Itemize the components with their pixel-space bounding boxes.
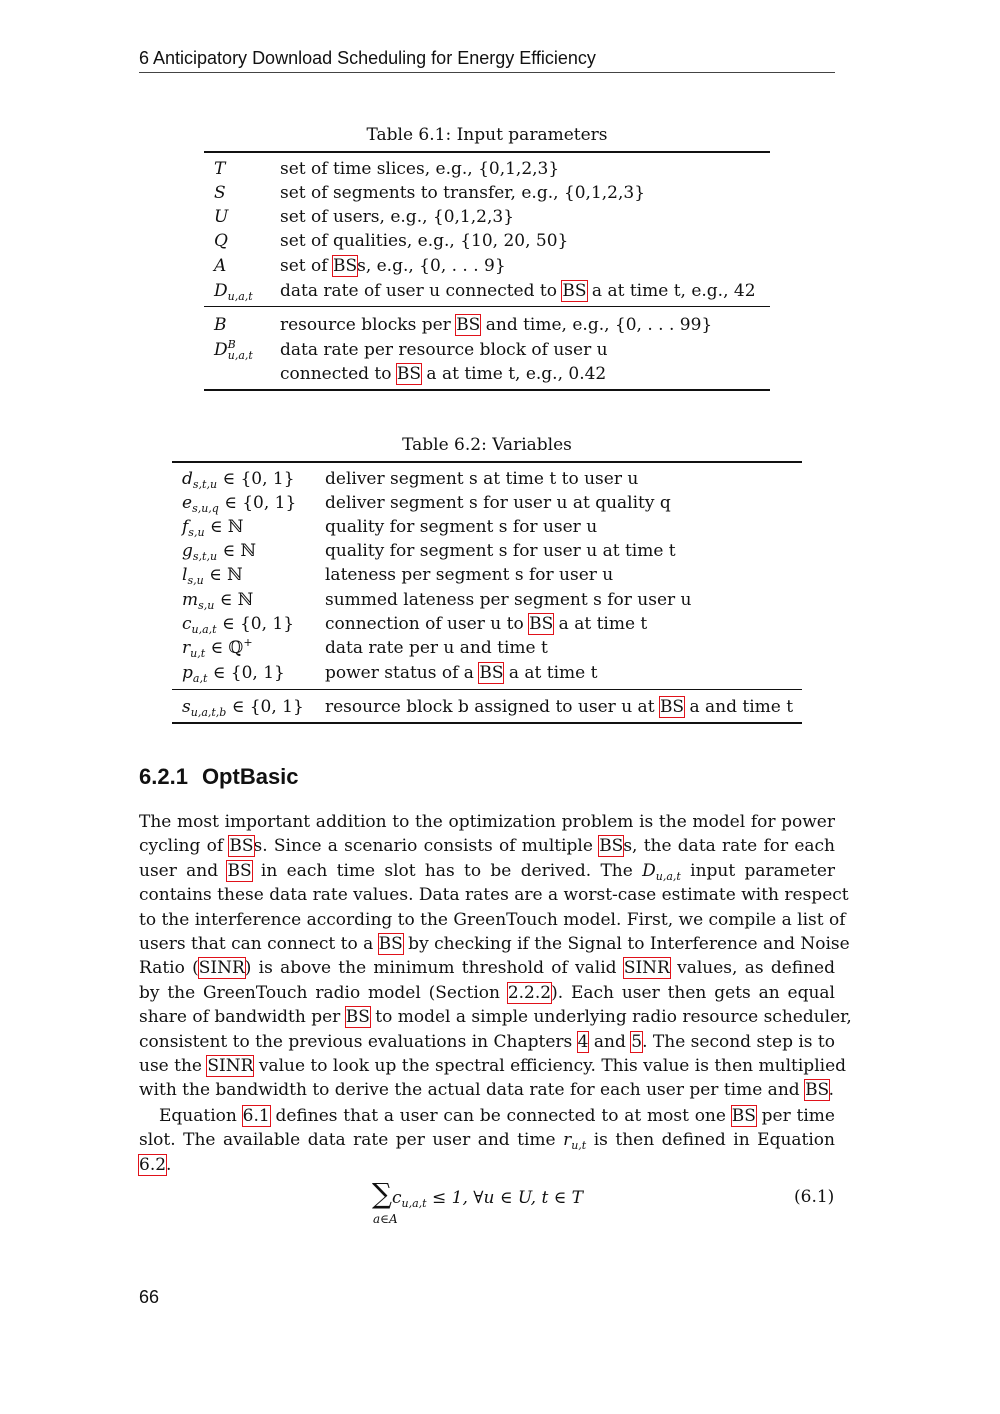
sum-index: a∈A xyxy=(373,1212,398,1226)
acronym-link[interactable]: BS xyxy=(229,836,254,857)
table1-desc: set of segments to transfer, e.g., {0,1,2,3} xyxy=(280,183,646,203)
chapter-title: 6 Anticipatory Download Scheduling for Energy Efficiency xyxy=(139,48,596,68)
acronym-link[interactable]: BS xyxy=(805,1080,829,1101)
text-line: 6.2. xyxy=(139,1154,172,1175)
text-line: contains these data rate values. Data rates are a worst-case estimate with respect xyxy=(139,885,849,906)
table2-top-rule xyxy=(172,461,802,463)
table2-symbol: $e_{s,u,q}$ ∈ {0, 1} xyxy=(182,493,297,515)
table1-desc: set of time slices, e.g., {0,1,2,3} xyxy=(280,159,560,179)
section-heading xyxy=(139,762,299,792)
acronym-link[interactable]: BS xyxy=(659,697,685,717)
text-line: cycling of BSs. Since a scenario consists of multiple BSs, the data rate for each xyxy=(139,836,836,857)
chapter-link[interactable]: 5 xyxy=(631,1031,643,1052)
table1-symbol: T xyxy=(214,159,226,179)
section-title: OptBasic xyxy=(201,764,299,789)
table2-symbol: $f_{s,u}$ ∈ ℕ xyxy=(182,517,244,539)
acronym-link[interactable]: BS xyxy=(529,614,554,634)
acronym-link[interactable]: BS xyxy=(378,933,403,954)
table2-symbol: $r_{u,t}$ ∈ ℚ+ xyxy=(182,636,253,660)
table1-caption: Table 6.1: Input parameters xyxy=(366,125,608,145)
table2-desc: quality for segment s for user u at time t xyxy=(325,541,676,561)
table1-desc: set of qualities, e.g., {10, 20, 50} xyxy=(280,231,569,251)
table2-caption: Table 6.2: Variables xyxy=(402,435,572,455)
table1-top-rule xyxy=(204,151,770,153)
table1-mid-rule xyxy=(204,306,770,307)
equation-link[interactable]: 6.1 xyxy=(242,1106,270,1126)
acronym-link[interactable]: BS xyxy=(562,281,587,301)
acronym-link[interactable]: SINR xyxy=(623,958,670,979)
table2-desc: lateness per segment s for user u xyxy=(325,565,614,585)
table2-symbol: $l_{s,u}$ ∈ ℕ xyxy=(182,565,243,587)
equation-number: (6.1) xyxy=(794,1187,835,1207)
table2-desc: connection of user u to BS a at time t xyxy=(325,614,648,634)
acronym-link[interactable]: BS xyxy=(479,663,504,683)
table2-symbol: $p_{a,t}$ ∈ {0, 1} xyxy=(182,663,285,685)
table2-bottom-rule xyxy=(172,722,802,724)
table1-desc: data rate per resource block of user u xyxy=(280,340,608,360)
acronym-link[interactable]: BS xyxy=(456,315,481,335)
text-line: Equation 6.1 defines that a user can be connected to at most one BS per time xyxy=(159,1106,835,1126)
text-line: users that can connect to a BS by checking if the Signal to Interference and Noise xyxy=(139,933,850,954)
table2-desc: deliver segment s at time t to user u xyxy=(325,469,639,489)
table1-desc: connected to BS a at time t, e.g., 0.42 xyxy=(280,364,607,384)
table1-desc: resource blocks per BS and time, e.g., {0, . . . 99} xyxy=(280,315,713,335)
table1-symbol: B xyxy=(214,315,227,335)
text-line: by the GreenTouch radio model (Section 2.2.2). Each user then gets an equal xyxy=(139,982,835,1003)
table1-symbol: $D_{u,a,t}$ xyxy=(214,281,253,303)
table1-symbol: $D^B_{u,a,t}$ xyxy=(214,338,253,362)
text-line: Ratio (SINR) is above the minimum threshold of valid SINR values, as defined xyxy=(139,958,835,979)
section-link[interactable]: 2.2.2 xyxy=(507,982,552,1003)
table1-symbol: S xyxy=(214,183,226,203)
table1-symbol: U xyxy=(214,207,229,227)
table1-symbol: Q xyxy=(214,231,228,251)
acronym-link[interactable]: BS xyxy=(599,836,624,857)
table1-symbol: A xyxy=(214,256,227,276)
chapter-link[interactable]: 4 xyxy=(577,1031,589,1052)
table2-desc: data rate per u and time t xyxy=(325,638,548,658)
table1-bottom-rule xyxy=(204,389,770,391)
table1-desc: set of users, e.g., {0,1,2,3} xyxy=(280,207,515,227)
text-line: to the interference according to the GreenTouch model. First, we compile a list of xyxy=(139,909,846,930)
acronym-link[interactable]: BS xyxy=(332,256,358,276)
table2-desc: resource block b assigned to user u at BS a and time t xyxy=(325,697,794,717)
paragraph xyxy=(139,1104,835,1177)
paragraph xyxy=(139,810,852,1103)
table2-symbol: $d_{s,t,u}$ ∈ {0, 1} xyxy=(182,469,295,491)
sum-symbol: ∑ xyxy=(372,1177,392,1210)
table2-symbol: $s_{u,a,t,b}$ ∈ {0, 1} xyxy=(182,697,304,719)
text-line: use the SINR value to look up the spectral efficiency. This value is then multiplied xyxy=(139,1055,847,1076)
text-line: consistent to the previous evaluations in Chapters 4 and 5. The second step is to xyxy=(139,1031,836,1052)
text-line: slot. The available data rate per user and time $r_{u,t}$ is then defined in Equation xyxy=(139,1130,835,1153)
table2-desc: deliver segment s for user u at quality q xyxy=(325,493,671,513)
text-line: with the bandwidth to derive the actual data rate for each user per time and BS. xyxy=(139,1080,835,1101)
acronym-link[interactable]: SINR xyxy=(198,958,245,979)
table2-mid-rule xyxy=(172,689,802,690)
equation: $\sum c_{u,a,t} \le 1$, ∀u ∈ U, t ∈ T xyxy=(372,1177,584,1210)
page-number: 66 xyxy=(139,1287,160,1307)
acronym-link[interactable]: BS xyxy=(227,860,252,881)
table2-symbol: $m_{s,u}$ ∈ ℕ xyxy=(182,590,254,612)
acronym-link[interactable]: BS xyxy=(731,1106,756,1126)
section-number: 6.2.1 xyxy=(139,764,188,789)
acronym-link[interactable]: SINR xyxy=(207,1055,254,1076)
table1-desc: set of BSs, e.g., {0, . . . 9} xyxy=(280,256,506,276)
text-line: The most important addition to the optimization problem is the model for power xyxy=(139,812,835,832)
acronym-link[interactable]: BS xyxy=(345,1007,370,1028)
text-line: user and BS in each time slot has to be derived. The $D_{u,a,t}$ input parameter xyxy=(139,860,836,883)
text-line: share of bandwidth per BS to model a simple underlying radio resource scheduler, xyxy=(139,1007,852,1028)
table2-desc: quality for segment s for user u xyxy=(325,517,598,537)
table2-symbol: $g_{s,t,u}$ ∈ ℕ xyxy=(182,541,256,563)
table2-desc: summed lateness per segment s for user u xyxy=(325,590,692,610)
running-header xyxy=(139,46,835,73)
table2-desc: power status of a BS a at time t xyxy=(325,663,598,683)
table2-symbol: $c_{u,a,t}$ ∈ {0, 1} xyxy=(182,614,295,636)
equation-link[interactable]: 6.2 xyxy=(139,1154,167,1175)
table1-desc: data rate of user u connected to BS a at time t, e.g., 42 xyxy=(280,281,756,301)
acronym-link[interactable]: BS xyxy=(396,364,422,384)
